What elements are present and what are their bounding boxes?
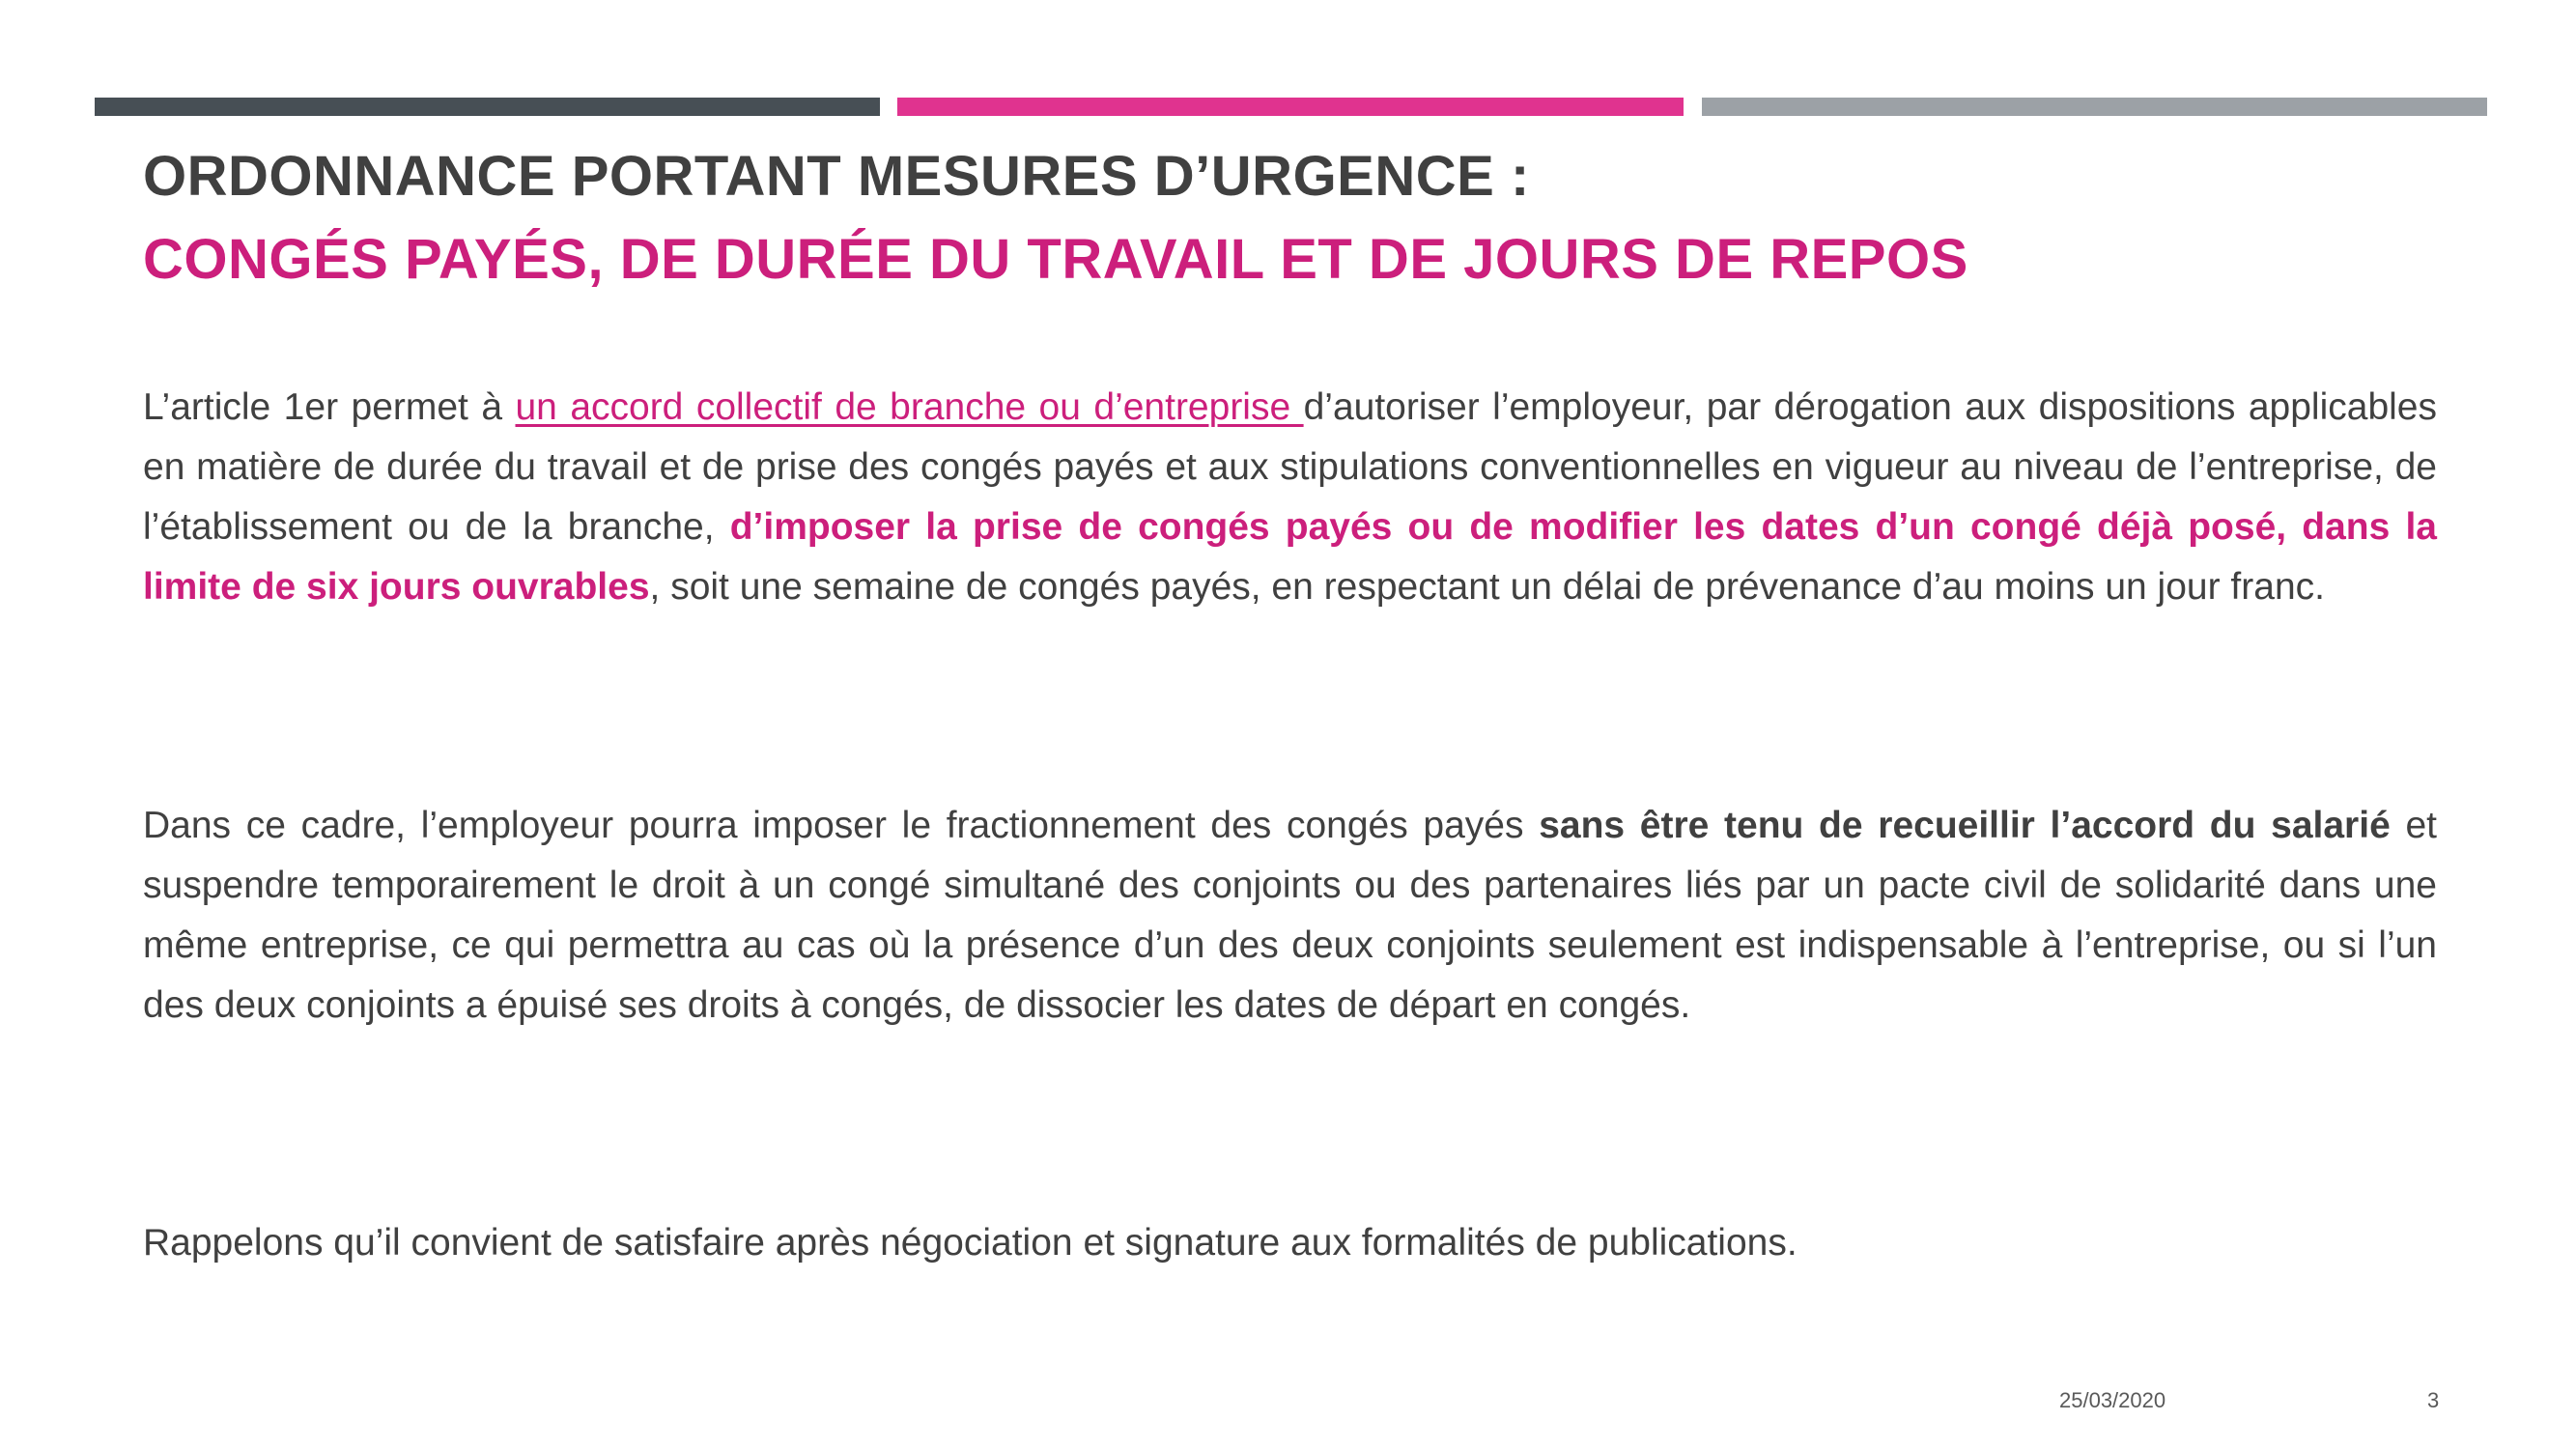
paragraph-1-text-end: , soit une semaine de congés payés, en respectant un délai de prévenance d’au moins un jour franc. (649, 566, 2325, 608)
paragraph-2-text-start: Dans ce cadre, l’employeur pourra imposer le fractionnement des congés payés (143, 805, 1540, 846)
slide-title-line-2: CONGÉS PAYÉS, DE DURÉE DU TRAVAIL ET DE JOURS DE REPOS (143, 228, 1968, 291)
decorative-bar-dark (95, 98, 880, 116)
paragraph-2-emphasis: sans être tenu de recueillir l’accord du salarié (1539, 805, 2391, 846)
paragraph-fractionnement (143, 796, 2437, 1036)
paragraph-1-text-middle: d’autoriser l’employeur, par dérogation aux dispositions applicables en matière de durée du travail et de prise des congés payés et aux stipulations conventionnelles en vigueur au niveau de l’entreprise, de l’établissement ou de la branche, (143, 386, 2437, 548)
decorative-bar-gray (1702, 98, 2487, 116)
paragraph-article-1 (143, 378, 2437, 617)
footer-page-number: 3 (2427, 1388, 2440, 1412)
paragraph-1-text-start: L’article 1er permet à (143, 386, 516, 428)
paragraph-1-emphasis: d’imposer la prise de congés payés ou de modifier les dates d’un congé déjà posé, dans la limite de six jours ouvrables (143, 506, 2437, 608)
paragraph-2-text-end: et suspendre temporairement le droit à un congé simultané des conjoints ou des partenaires liés par un pacte civil de solidarité dans une même entreprise, ce qui permettra au cas où la présence d’un des deux conjoints seulement est indispensable à l’entreprise, ou si l’un des deux conjoints a épuisé ses droits à congés, de dissocier les dates de départ en congés. (143, 805, 2437, 1026)
accord-collectif-link[interactable]: un accord collectif de branche ou d’entreprise (515, 386, 1304, 428)
decorative-bar-pink (897, 98, 1684, 116)
footer-date: 25/03/2020 (2059, 1388, 2166, 1412)
paragraph-rappel: Rappelons qu’il convient de satisfaire après négociation et signature aux formalités de publications. (143, 1222, 1798, 1264)
slide-title-line-1: ORDONNANCE PORTANT MESURES D’URGENCE : (143, 145, 1530, 208)
